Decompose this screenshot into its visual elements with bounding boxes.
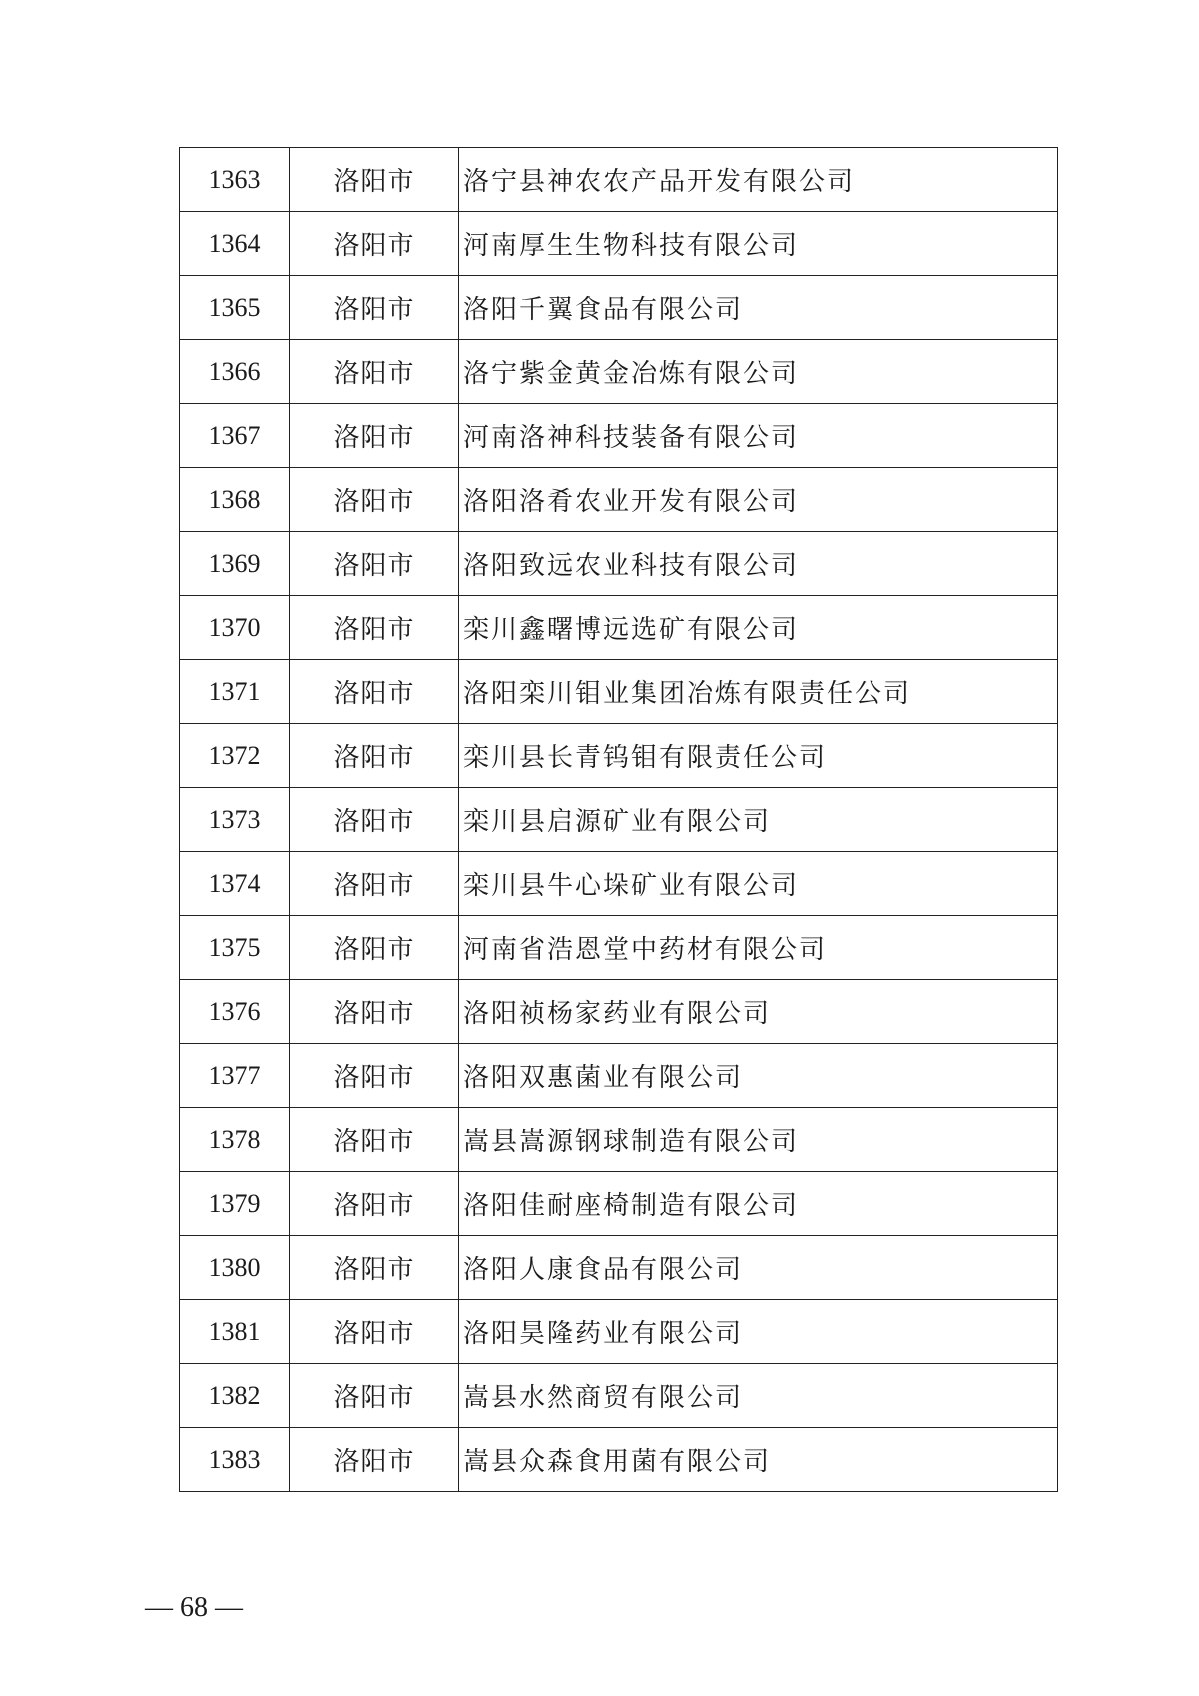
table-row (180, 340, 1058, 404)
table-row (180, 1428, 1058, 1492)
city-cell: 洛阳市 (290, 1236, 459, 1300)
company-name-cell: 栾川县长青钨钼有限责任公司 (459, 724, 1058, 788)
company-name-cell: 洛宁县神农农产品开发有限公司 (459, 148, 1058, 212)
row-number-cell: 1376 (180, 980, 290, 1044)
company-name-cell: 洛阳昊隆药业有限公司 (459, 1300, 1058, 1364)
city-cell: 洛阳市 (290, 852, 459, 916)
table-row (180, 1108, 1058, 1172)
city-cell: 洛阳市 (290, 1364, 459, 1428)
city-cell: 洛阳市 (290, 148, 459, 212)
row-number-cell: 1364 (180, 212, 290, 276)
row-number-cell: 1368 (180, 468, 290, 532)
row-number-cell: 1367 (180, 404, 290, 468)
company-name-cell: 河南厚生生物科技有限公司 (459, 212, 1058, 276)
company-name-cell: 嵩县嵩源钢球制造有限公司 (459, 1108, 1058, 1172)
city-cell: 洛阳市 (290, 596, 459, 660)
table-row (180, 404, 1058, 468)
company-name-cell: 洛阳人康食品有限公司 (459, 1236, 1058, 1300)
company-name-cell: 洛阳祯杨家药业有限公司 (459, 980, 1058, 1044)
company-name-cell: 栾川县牛心垛矿业有限公司 (459, 852, 1058, 916)
company-name-cell: 栾川县启源矿业有限公司 (459, 788, 1058, 852)
company-name-cell: 洛阳栾川钼业集团冶炼有限责任公司 (459, 660, 1058, 724)
row-number-cell: 1370 (180, 596, 290, 660)
table-row (180, 980, 1058, 1044)
row-number-cell: 1378 (180, 1108, 290, 1172)
row-number-cell: 1363 (180, 148, 290, 212)
company-name-cell: 洛阳千翼食品有限公司 (459, 276, 1058, 340)
company-name-cell: 栾川鑫曙博远选矿有限公司 (459, 596, 1058, 660)
table-row (180, 468, 1058, 532)
row-number-cell: 1374 (180, 852, 290, 916)
table-row (180, 788, 1058, 852)
company-name-cell: 河南洛神科技装备有限公司 (459, 404, 1058, 468)
row-number-cell: 1369 (180, 532, 290, 596)
row-number-cell: 1377 (180, 1044, 290, 1108)
city-cell: 洛阳市 (290, 980, 459, 1044)
row-number-cell: 1372 (180, 724, 290, 788)
table-row (180, 1044, 1058, 1108)
city-cell: 洛阳市 (290, 1300, 459, 1364)
city-cell: 洛阳市 (290, 788, 459, 852)
row-number-cell: 1365 (180, 276, 290, 340)
table-row (180, 148, 1058, 212)
table-row (180, 532, 1058, 596)
row-number-cell: 1371 (180, 660, 290, 724)
row-number-cell: 1373 (180, 788, 290, 852)
company-name-cell: 洛宁紫金黄金冶炼有限公司 (459, 340, 1058, 404)
row-number-cell: 1381 (180, 1300, 290, 1364)
company-name-cell: 洛阳双惠菌业有限公司 (459, 1044, 1058, 1108)
table-row (180, 1300, 1058, 1364)
table-row (180, 212, 1058, 276)
city-cell: 洛阳市 (290, 660, 459, 724)
table-row (180, 1172, 1058, 1236)
table-row (180, 724, 1058, 788)
company-name-cell: 河南省浩恩堂中药材有限公司 (459, 916, 1058, 980)
city-cell: 洛阳市 (290, 532, 459, 596)
company-name-cell: 洛阳洛肴农业开发有限公司 (459, 468, 1058, 532)
city-cell: 洛阳市 (290, 1428, 459, 1492)
company-name-cell: 洛阳致远农业科技有限公司 (459, 532, 1058, 596)
row-number-cell: 1382 (180, 1364, 290, 1428)
city-cell: 洛阳市 (290, 724, 459, 788)
row-number-cell: 1380 (180, 1236, 290, 1300)
table-row (180, 596, 1058, 660)
table-row (180, 660, 1058, 724)
table-body (180, 148, 1058, 1492)
city-cell: 洛阳市 (290, 468, 459, 532)
company-list-table (179, 147, 1058, 1492)
row-number-cell: 1383 (180, 1428, 290, 1492)
page-number: — 68 — (145, 1592, 243, 1623)
table-row (180, 916, 1058, 980)
company-name-cell: 嵩县众森食用菌有限公司 (459, 1428, 1058, 1492)
row-number-cell: 1366 (180, 340, 290, 404)
city-cell: 洛阳市 (290, 404, 459, 468)
city-cell: 洛阳市 (290, 1108, 459, 1172)
table-row (180, 1364, 1058, 1428)
table-row (180, 276, 1058, 340)
city-cell: 洛阳市 (290, 916, 459, 980)
row-number-cell: 1375 (180, 916, 290, 980)
city-cell: 洛阳市 (290, 1044, 459, 1108)
company-name-cell: 嵩县水然商贸有限公司 (459, 1364, 1058, 1428)
city-cell: 洛阳市 (290, 1172, 459, 1236)
table-row (180, 852, 1058, 916)
table-row (180, 1236, 1058, 1300)
city-cell: 洛阳市 (290, 212, 459, 276)
city-cell: 洛阳市 (290, 340, 459, 404)
row-number-cell: 1379 (180, 1172, 290, 1236)
company-name-cell: 洛阳佳耐座椅制造有限公司 (459, 1172, 1058, 1236)
city-cell: 洛阳市 (290, 276, 459, 340)
